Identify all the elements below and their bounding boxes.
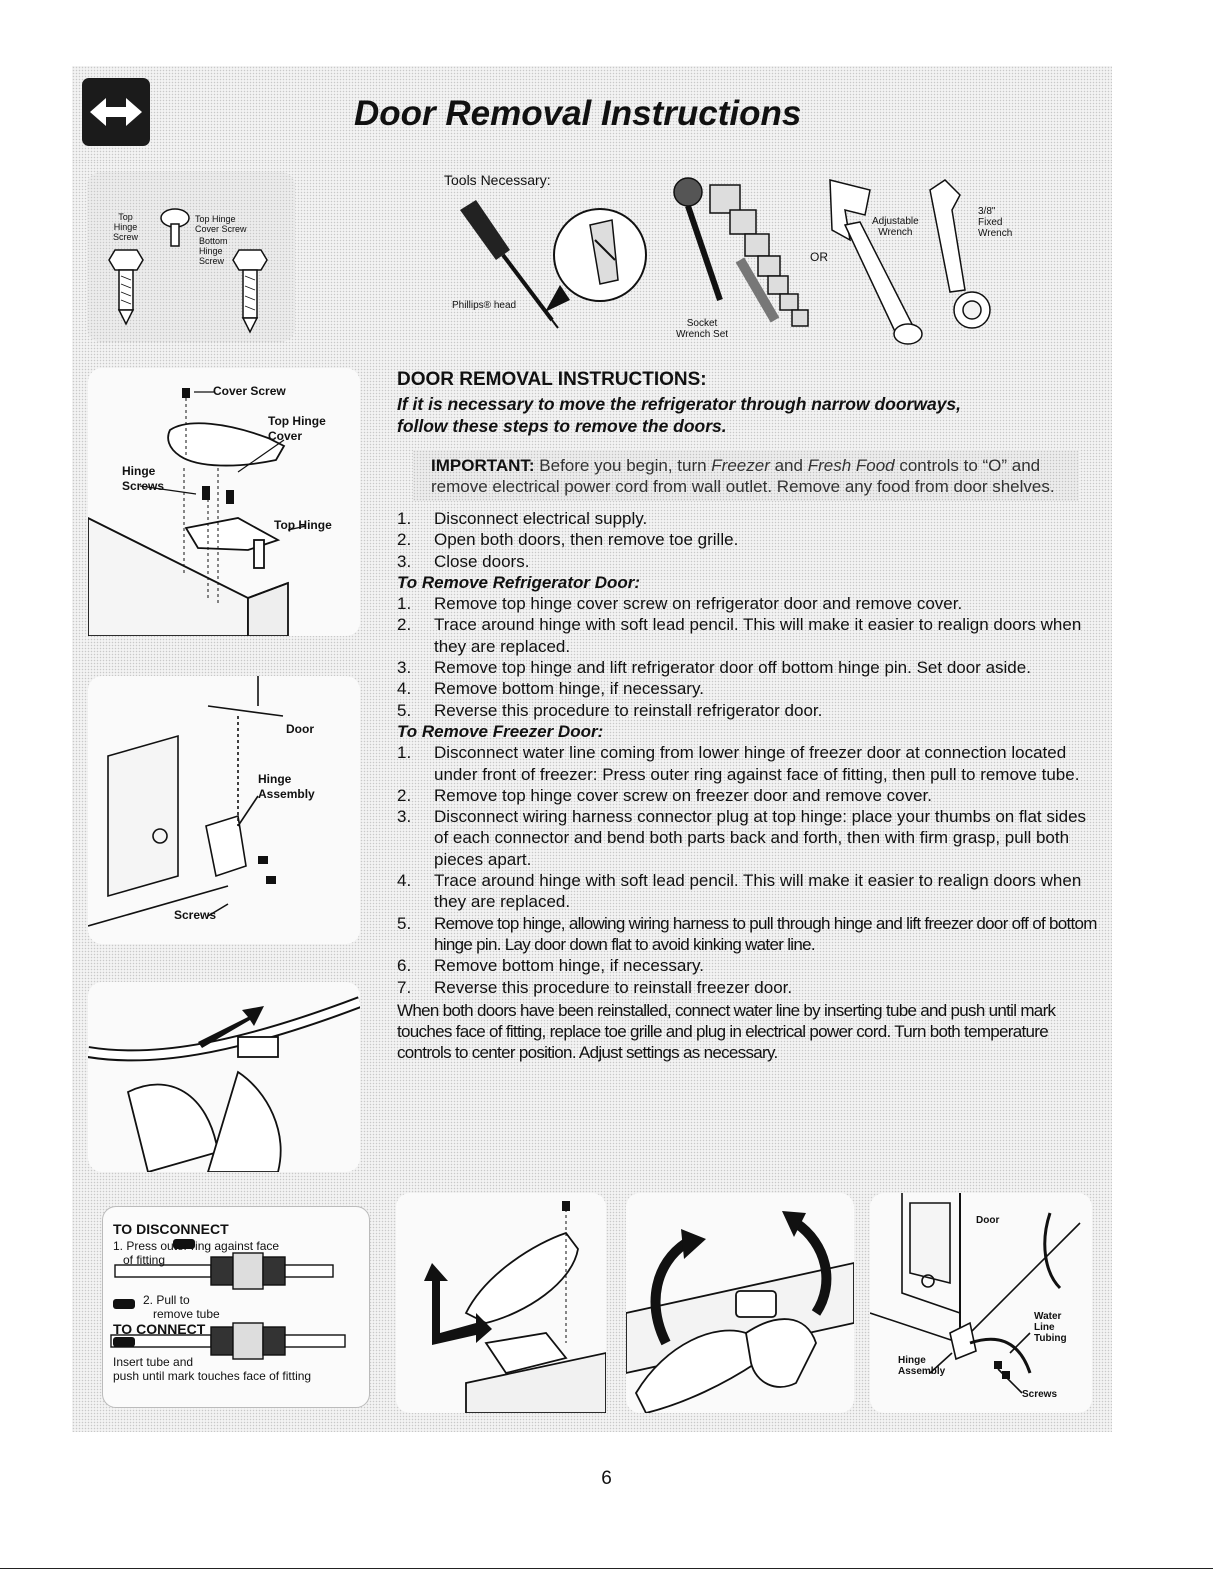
connect-title: TO CONNECT — [113, 1321, 206, 1337]
lift-cover-illustration — [396, 1193, 606, 1413]
label-top-hinge-cover-2: Cover — [268, 429, 303, 443]
label-hinge-screws-2: Screws — [122, 479, 165, 493]
step-text: Remove top hinge cover screw on freezer door and remove cover. — [434, 785, 932, 805]
hinge-cover-illustration — [88, 368, 360, 636]
screws-illustration — [87, 172, 295, 342]
label-fixed: Fixed — [978, 217, 1003, 228]
disconnect-step-2: 2. Pull to — [143, 1293, 190, 1307]
step-text: Reverse this procedure to reinstall freezer door. — [434, 977, 793, 997]
disconnect-step-2-cont: remove tube — [153, 1307, 220, 1321]
label-cover-screw: Top Hinge — [195, 214, 236, 224]
label-line: Line — [1034, 1322, 1055, 1333]
important-text-2: controls to “O” and remove electrical power cord from wall outlet. Remove any food from door shelves. — [431, 456, 1055, 496]
list-item: 5. Remove top hinge, allowing wiring harness to pull through hinge and lift freezer door off of bottom hinge pin. Lay door down flat to avoid kinking water line. — [397, 913, 1097, 954]
label-door: Door — [286, 722, 314, 736]
step-text: Open both doors, then remove toe grille. — [434, 530, 739, 550]
step-text: Remove bottom hinge, if necessary. — [434, 679, 704, 699]
closing-paragraph: When both doors have been reinstalled, connect water line by inserting tube and push until mark touches face of fitting, replace toe grille and plug in electrical power cord. Turn both temperature controls to center position. Adjust settings as necessary. — [397, 1000, 1056, 1063]
list-item: 4. Remove bottom hinge, if necessary. — [397, 679, 704, 699]
step-text: Remove top hinge and lift refrigerator door off bottom hinge pin. Set door aside. — [434, 658, 1031, 678]
important-text-1: Before you begin, turn — [534, 456, 712, 475]
label-hinge-assembly-2: Assembly — [258, 787, 315, 801]
section-title: DOOR REMOVAL INSTRUCTIONS: — [397, 369, 707, 390]
label-bottom-hinge-screw-2: Hinge — [199, 246, 223, 256]
list-item: 1. Disconnect electrical supply. — [397, 509, 648, 528]
list-item: 3. Disconnect wiring harness connector plug at top hinge: place your thumbs on flat sides of each connector and bend both parts back and forth, then with firm grasp, pull both pieces apart. — [397, 807, 1087, 869]
label-or: OR — [810, 250, 828, 264]
step-text: Remove top hinge cover screw on refrigerator door and remove cover. — [434, 594, 963, 614]
list-item: 2. Trace around hinge with soft lead pencil. This will make it easier to realign doors when they are replaced. — [397, 615, 1082, 656]
label-door: Door — [976, 1215, 1000, 1226]
step-text: Disconnect electrical supply. — [434, 509, 648, 528]
connect-fitting-illustration — [102, 1206, 370, 1408]
label-phillips-head: Phillips® head — [452, 300, 517, 311]
page-number: 6 — [601, 1468, 612, 1489]
list-item: 2. Remove top hinge cover screw on freezer door and remove cover. — [397, 785, 932, 805]
tools-heading: Tools Necessary: — [444, 172, 551, 188]
connect-text-2: push until mark touches face of fitting — [113, 1369, 312, 1383]
list-item: 3. Remove top hinge and lift refrigerator door off bottom hinge pin. Set door aside. — [397, 658, 1031, 678]
page-title: Door Removal Instructions — [354, 94, 802, 133]
freezer-steps — [397, 742, 1097, 998]
list-item: 5. Reverse this procedure to reinstall refrigerator door. — [397, 700, 823, 720]
header-bar — [72, 66, 1112, 161]
label-cover-screw-2: Cover Screw — [195, 224, 247, 234]
disconnect-title: TO DISCONNECT — [113, 1221, 229, 1237]
instructions-text — [397, 368, 1097, 1064]
disconnect-step-1-cont: of fitting — [123, 1253, 166, 1267]
freezer-word: Freezer — [711, 456, 770, 475]
fridge-heading: To Remove Refrigerator Door: — [397, 572, 641, 592]
freezer-heading: To Remove Freezer Door: — [397, 721, 604, 741]
label-top-hinge-cover: Top Hinge — [268, 414, 326, 428]
step-text: Trace around hinge with soft lead pencil. This will make it easier to realign doors when they are replaced. — [434, 615, 1082, 656]
tools-illustration — [440, 170, 1080, 345]
label-cover-screw: Cover Screw — [213, 384, 286, 398]
label-wrench-set: Wrench Set — [676, 329, 729, 340]
list-item: 7. Reverse this procedure to reinstall freezer door. — [397, 977, 793, 997]
general-steps — [397, 508, 1097, 572]
door-hinge-illustration — [88, 676, 360, 944]
section-subtitle-line-1: If it is necessary to move the refrigerator through narrow doorways, — [397, 394, 962, 414]
step-text: Trace around hinge with soft lead pencil. This will make it easier to realign doors when they are replaced. — [434, 871, 1082, 912]
step-text: Disconnect water line coming from lower hinge of freezer door at connection located under front of freezer: Press outer ring against face of fitting, then pull to remove tube. — [434, 743, 1080, 784]
disconnect-step-1: 1. Press outer ring against face — [113, 1239, 280, 1253]
bottom-rule — [0, 1568, 1213, 1569]
adjustable-wrench-icon — [830, 180, 922, 344]
fridge-steps — [397, 593, 1097, 721]
fixed-wrench-icon — [930, 180, 990, 328]
step-text: Close doors. — [434, 551, 530, 571]
connect-text: Insert tube and — [113, 1355, 194, 1369]
label-bottom-hinge-screw: Bottom — [199, 236, 228, 246]
freezer-water-line-illustration — [870, 1193, 1092, 1413]
label-assembly: Assembly — [898, 1366, 946, 1377]
label-hinge: Hinge — [898, 1355, 926, 1366]
step-text: Remove top hinge, allowing wiring harness to pull through hinge and lift freezer door off of bottom hinge pin. Lay door down flat to avoid kinking water line. — [434, 913, 1097, 954]
list-item: 6. Remove bottom hinge, if necessary. — [397, 956, 704, 976]
label-bottom-hinge-screw-3: Screw — [199, 256, 225, 266]
disconnect-harness-illustration — [626, 1193, 854, 1413]
section-subtitle — [397, 393, 1097, 437]
list-item: 1. Disconnect water line coming from lower hinge of freezer door at connection located under front of freezer: Press outer ring against face of fitting, then pull to remove tube. — [397, 743, 1080, 784]
section-subtitle-line-2: follow these steps to remove the doors. — [397, 416, 727, 436]
and-word: and — [769, 456, 808, 475]
step-text: Disconnect wiring harness connector plug at top hinge: place your thumbs on flat sides of each connector and bend both parts back and forth, then with firm grasp, pull both pieces apart. — [434, 807, 1087, 869]
double-arrow-icon — [82, 78, 150, 146]
label-top-hinge-screw: Top — [118, 212, 133, 222]
label-tubing: Tubing — [1034, 1333, 1067, 1344]
label-fixed-size: 3/8" — [978, 206, 996, 217]
label-hinge-assembly: Hinge — [258, 772, 292, 786]
label-screws: Screws — [174, 908, 217, 922]
label-adjustable: Adjustable — [872, 216, 919, 227]
label-water: Water — [1034, 1311, 1062, 1322]
list-item: 2. Open both doors, then remove toe grille. — [397, 530, 739, 550]
list-item: 4. Trace around hinge with soft lead pencil. This will make it easier to realign doors when they are replaced. — [397, 871, 1082, 912]
label-screws: Screws — [1022, 1389, 1058, 1400]
label-top-hinge-screw-2: Hinge — [113, 222, 138, 232]
socket-wrench-icon — [674, 178, 808, 326]
step-text: Remove bottom hinge, if necessary. — [434, 956, 704, 976]
label-top-hinge-screw-3: Screw — [113, 232, 139, 242]
label-hinge-screws: Hinge — [122, 464, 156, 478]
list-item: 1. Remove top hinge cover screw on refrigerator door and remove cover. — [397, 594, 963, 614]
label-top-hinge: Top Hinge — [274, 518, 332, 532]
step-text: Reverse this procedure to reinstall refrigerator door. — [434, 700, 823, 720]
disconnect-tube-illustration — [88, 982, 360, 1172]
important-notice — [413, 450, 1079, 501]
fresh-food-word: Fresh Food — [807, 456, 895, 475]
important-label: IMPORTANT: — [431, 456, 535, 475]
label-socket: Socket — [686, 318, 718, 329]
label-fixed-wrench: Wrench — [978, 228, 1013, 239]
label-adjustable-wrench: Wrench — [878, 227, 913, 238]
list-item: 3. Close doors. — [397, 551, 530, 571]
